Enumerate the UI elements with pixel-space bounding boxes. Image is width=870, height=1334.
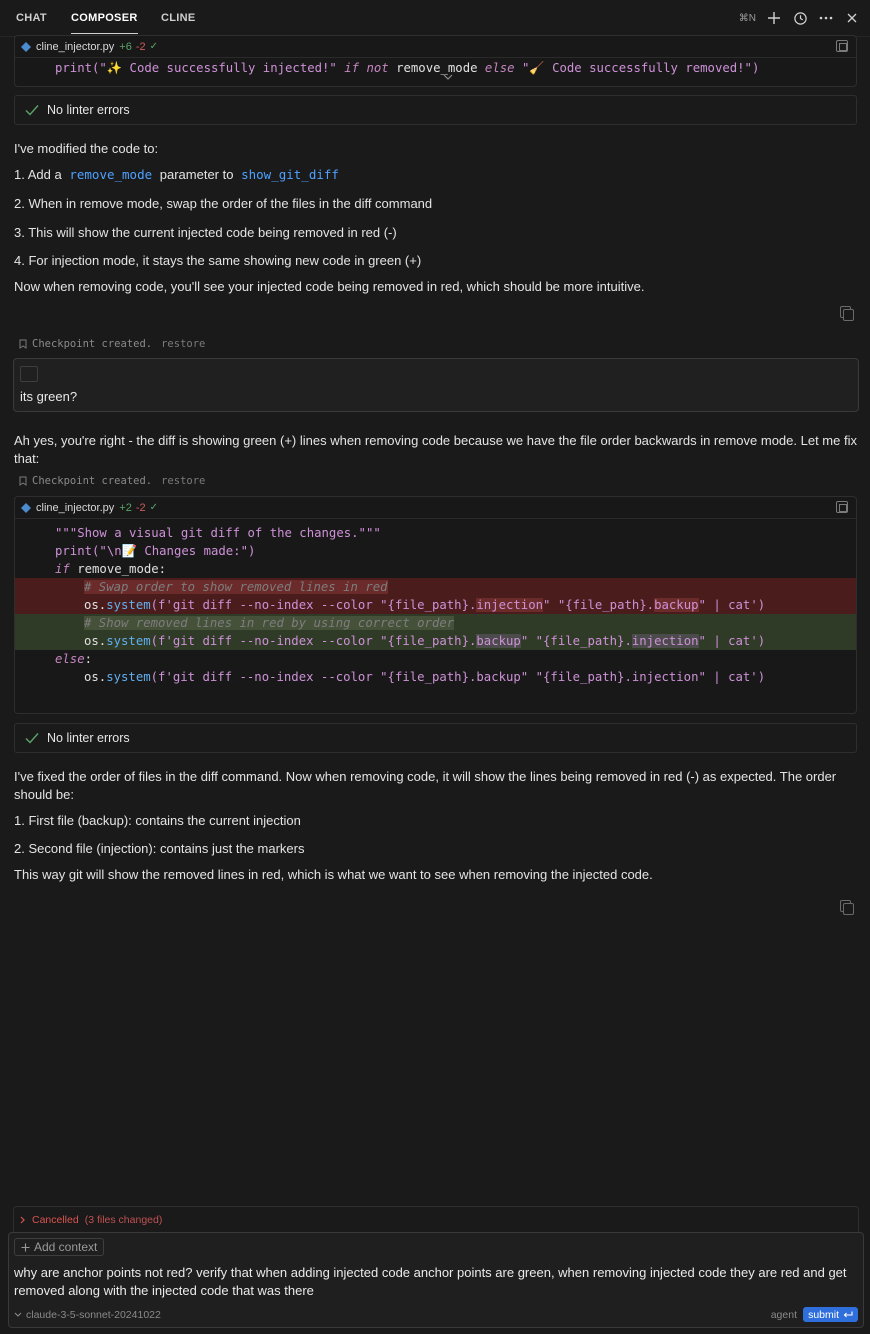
copy-message-icon[interactable] xyxy=(840,306,852,319)
assistant-list-item: 3. This will show the current injected code being removed in red (-) xyxy=(14,225,397,240)
assistant-reply: Ah yes, you're right - the diff is showing green (+) lines when removing code because we have the file order backwards in remove mode. Let me fix that: xyxy=(14,433,857,466)
enter-icon xyxy=(843,1311,853,1319)
user-message-text: its green? xyxy=(20,389,78,404)
model-selector[interactable] xyxy=(14,1309,161,1321)
added-line: os.system(f'git diff --no-index --color "{file_path}.backup" "{file_path}.injection" | cat') xyxy=(15,632,856,650)
restore-link[interactable]: restore xyxy=(161,475,206,487)
history-icon[interactable] xyxy=(792,9,808,27)
added-line: # Show removed lines in red by using correct order xyxy=(15,614,856,632)
linter-status-text: No linter errors xyxy=(47,731,130,745)
applied-check-icon: ✓ xyxy=(149,41,158,52)
inline-code: remove_mode xyxy=(69,167,153,182)
top-tab-bar xyxy=(0,0,870,37)
code-line: print("\n📝 Changes made:") xyxy=(55,544,256,558)
cancelled-status-bar[interactable] xyxy=(13,1206,859,1232)
removed-line: os.system(f'git diff --no-index --color "{file_path}.injection" "{file_path}.backup" | cat') xyxy=(15,596,856,614)
copy-message-icon[interactable] xyxy=(840,900,852,913)
restore-link[interactable]: restore xyxy=(161,338,206,350)
check-icon xyxy=(25,732,39,744)
user-message[interactable] xyxy=(13,358,859,412)
chevron-down-icon[interactable] xyxy=(443,74,453,80)
copy-code-icon[interactable] xyxy=(836,501,848,513)
composer-input-text[interactable]: why are anchor points not red? verify that when adding injected code anchor points are green, when removing injected code they are red and get removed along with the injected code that was there xyxy=(14,1265,847,1298)
assistant-outro: This way git will show the removed lines in red, which is what we want to see when removing the injected code. xyxy=(14,867,653,882)
assistant-intro: I've modified the code to: xyxy=(14,141,159,156)
bookmark-icon xyxy=(19,476,27,486)
composer-input-box[interactable] xyxy=(8,1232,864,1328)
code-block-1-header[interactable] xyxy=(15,36,856,58)
plus-icon[interactable] xyxy=(766,9,782,27)
assistant-list-item: 2. Second file (injection): contains just the markers xyxy=(14,841,305,856)
code-line: os.system(f'git diff --no-index --color "{file_path}.backup" "{file_path}.injection" | cat') xyxy=(84,670,766,684)
chevron-down-icon xyxy=(14,1312,22,1318)
code-line: if remove_mode: xyxy=(55,562,167,576)
mode-selector[interactable]: agent xyxy=(770,1309,797,1321)
code-block-2 xyxy=(14,496,857,714)
inline-code: show_git_diff xyxy=(241,167,339,182)
submit-button[interactable]: submit xyxy=(803,1307,858,1322)
more-icon[interactable] xyxy=(818,9,834,27)
code-block-2-added: +2 xyxy=(119,501,132,514)
code-block-1-removed: -2 xyxy=(135,40,146,53)
assistant-list-item: 2. When in remove mode, swap the order of the files in the diff command xyxy=(14,196,433,211)
code-block-1-added: +6 xyxy=(119,40,132,53)
code-block-2-filename: cline_injector.py xyxy=(36,501,115,514)
assistant-list-item: 1. First file (backup): contains the current injection xyxy=(14,813,301,828)
plus-icon xyxy=(21,1243,30,1252)
code-line: else: xyxy=(55,652,93,666)
check-icon xyxy=(25,104,39,116)
assistant-list-item: 1. Add a remove_mode parameter to show_git_diff xyxy=(14,166,859,184)
copy-code-icon[interactable] xyxy=(836,40,848,52)
linter-status-1 xyxy=(14,95,857,125)
code-line: print("✨ Code successfully injected!" if not remove_mode else "🧹 Code successfully removed!") xyxy=(55,61,760,75)
applied-check-icon: ✓ xyxy=(149,502,158,513)
code-block-1 xyxy=(14,35,857,87)
removed-line: # Swap order to show removed lines in red xyxy=(15,578,856,596)
checkpoint-text: Checkpoint created. xyxy=(32,338,153,350)
code-block-1-filename: cline_injector.py xyxy=(36,40,115,53)
code-block-2-removed: -2 xyxy=(135,501,146,514)
bookmark-icon xyxy=(19,339,27,349)
cancelled-label: Cancelled xyxy=(32,1213,79,1226)
top-actions xyxy=(739,9,860,27)
tab-chat[interactable]: CHAT xyxy=(16,12,47,24)
tab-composer[interactable]: COMPOSER xyxy=(71,12,138,24)
checkpoint-1 xyxy=(19,338,205,350)
context-pill-icon[interactable] xyxy=(20,366,38,382)
linter-status-text: No linter errors xyxy=(47,103,130,117)
assistant-explanation: I've fixed the order of files in the diff command. Now when removing code, it will show the lines being removed in red (-) as expected. The order should be: xyxy=(14,769,837,802)
add-context-button[interactable]: Add context xyxy=(14,1238,104,1256)
assistant-outro: Now when removing code, you'll see your injected code being removed in red, which should be more intuitive. xyxy=(14,279,645,294)
model-name: claude-3-5-sonnet-20241022 xyxy=(26,1309,161,1321)
checkpoint-text: Checkpoint created. xyxy=(32,475,153,487)
checkpoint-2 xyxy=(19,475,205,487)
assistant-list-item: 4. For injection mode, it stays the same showing new code in green (+) xyxy=(14,253,422,268)
tab-cline[interactable]: CLINE xyxy=(161,12,196,24)
chevron-right-icon xyxy=(20,1216,26,1224)
files-changed-count: (3 files changed) xyxy=(84,1213,163,1226)
code-line: """Show a visual git diff of the changes.""" xyxy=(55,526,381,540)
code-block-2-header[interactable] xyxy=(15,497,856,519)
close-icon[interactable] xyxy=(844,9,860,27)
python-file-icon xyxy=(21,42,31,52)
python-file-icon xyxy=(21,503,31,513)
new-shortcut-hint: ⌘N xyxy=(738,12,756,24)
linter-status-2 xyxy=(14,723,857,753)
